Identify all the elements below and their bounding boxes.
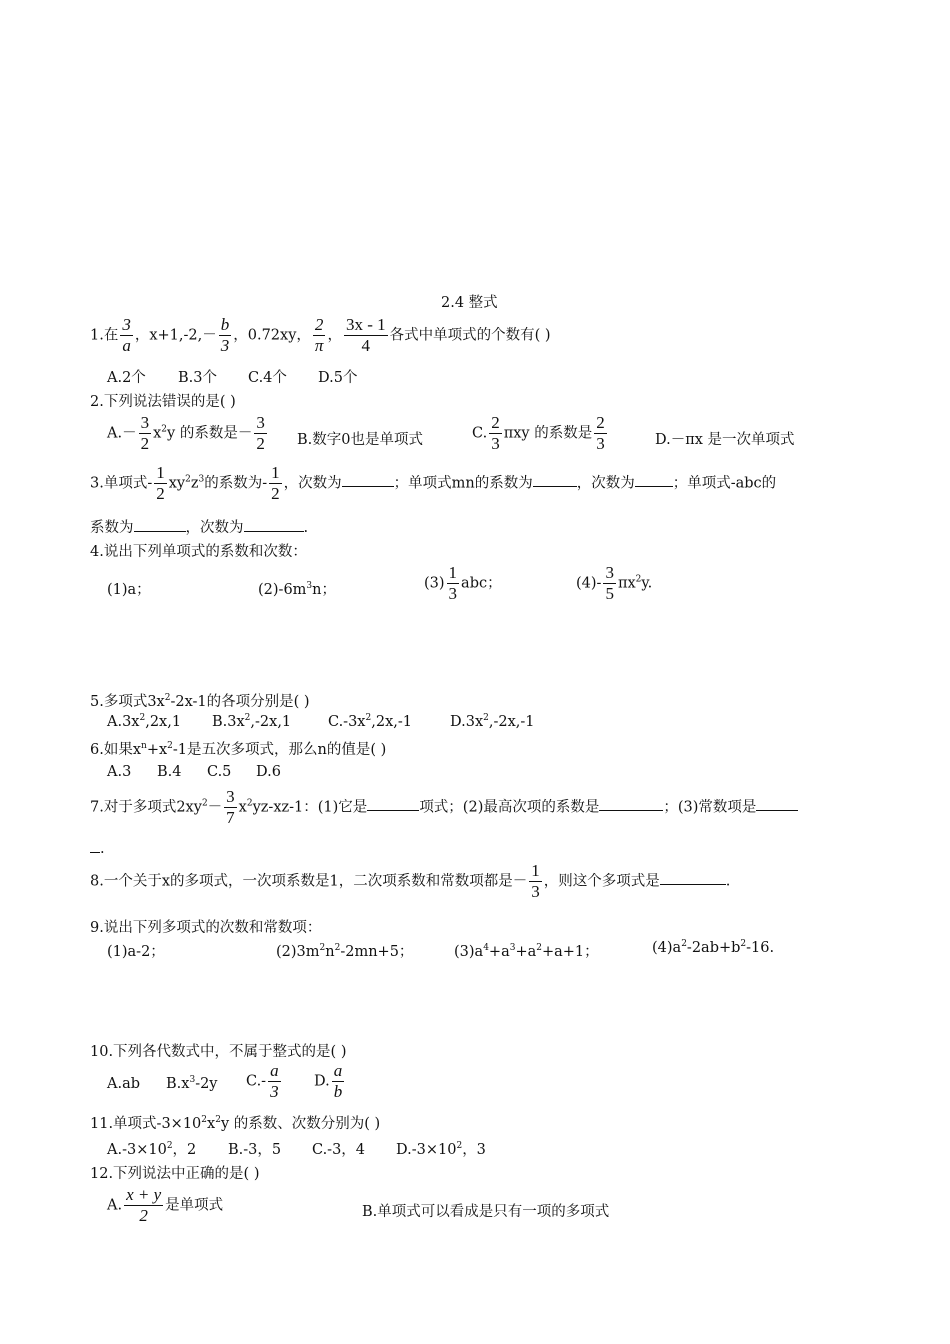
q9-item-1: (1)a-2； xyxy=(107,944,165,960)
answer-blank[interactable] xyxy=(367,798,419,811)
q5-option-b: $B.3x^2,-2x,1$ xyxy=(212,713,292,730)
answer-blank[interactable] xyxy=(244,519,304,532)
q10-option-a: A.ab xyxy=(107,1076,141,1092)
q9-item-3: $(3)a^4+a^3+a^2+a+1$； xyxy=(454,943,599,960)
question-3-line-2: 系数为 ，次数为 . xyxy=(90,520,309,536)
q9-item-2: $(2)3m^2n^2-2mn+5$； xyxy=(276,943,414,960)
q10-option-d: D. $\frac{a}{b}$ xyxy=(314,1061,343,1101)
q10-option-c: C.- $\frac{a}{3}$ xyxy=(246,1061,279,1101)
answer-blank[interactable] xyxy=(533,474,577,487)
answer-blank[interactable] xyxy=(90,840,100,853)
q2-option-a: A.－ $\frac{3}{2}$ $x^2y$ 的系数是－ $\frac{3}{2}$ xyxy=(107,413,265,453)
q10-option-b: $B.x^3-2y$ xyxy=(166,1075,218,1092)
fraction-3-over-a: $\frac{3}{a}$ xyxy=(122,315,131,355)
q11-option-b: B.-3，5 xyxy=(228,1142,282,1158)
page-title: 2.4 整式 xyxy=(441,295,498,311)
q4-item-1: (1)a； xyxy=(107,582,151,598)
answer-blank[interactable] xyxy=(134,519,186,532)
question-11-stem: 11.单项式$-3\times 10^2x^2y$ 的系数、次数分别为( ) xyxy=(90,1115,381,1132)
q6-option-c: C.5 xyxy=(207,764,232,780)
q5-option-d: $D.3x^2,-2x,-1$ xyxy=(450,713,535,730)
fraction-b-over-3: $\frac{b}{3}$ xyxy=(220,315,230,355)
question-7-line-1: 7.对于多项式$2xy^2-$ $\frac{3}{7}$ $x^2yz-xz-1$：(1)它是 项式；(2)最高次项的系数是 ；(3)常数项是 xyxy=(90,788,798,827)
q12-option-b: B.单项式可以看成是只有一项的多项式 xyxy=(362,1204,610,1220)
question-4-stem: 4.说出下列单项式的系数和次数： xyxy=(90,544,307,560)
answer-blank[interactable] xyxy=(660,872,726,885)
q2-option-c: C. $\frac{2}{3}$ πxy 的系数是 $\frac{2}{3}$ xyxy=(472,413,605,453)
question-6-stem: 6.如果$x^n+x^2-1$是五次多项式，那么n的值是( ) xyxy=(90,741,387,758)
q1-option-b: B.3个 xyxy=(178,370,217,386)
q4-item-3: (3) $\frac{1}{3}$ abc； xyxy=(424,563,502,603)
q1-option-c: C.4个 xyxy=(248,370,287,386)
q1-option-a: A.2个 xyxy=(107,370,146,386)
answer-blank[interactable] xyxy=(342,474,394,487)
question-2-stem: 2.下列说法错误的是( ) xyxy=(90,394,236,410)
question-10-stem: 10.下列各代数式中，不属于整式的是( ) xyxy=(90,1044,347,1060)
q5-option-a: $A.3x^2,2x,1$ xyxy=(107,713,182,730)
q6-option-d: D.6 xyxy=(256,764,281,780)
q11-option-c: C.-3，4 xyxy=(312,1142,366,1158)
fraction-3x-1-over-4: $\frac{3x - 1}{4}$ xyxy=(345,315,386,355)
q2-option-d: D.－πx 是一次单项式 xyxy=(655,432,795,448)
answer-blank[interactable] xyxy=(756,798,798,811)
question-7-line-2: . xyxy=(90,840,105,857)
q11-option-a: $A.-3\times 10^2$，2 xyxy=(107,1141,197,1158)
answer-blank[interactable] xyxy=(635,474,673,487)
answer-blank[interactable] xyxy=(599,798,663,811)
q1-option-d: D.5个 xyxy=(318,370,358,386)
question-12-stem: 12.下列说法中正确的是( ) xyxy=(90,1166,260,1182)
q6-option-a: A.3 xyxy=(107,764,132,780)
q9-item-4: $(4)a^2-2ab+b^2-16$. xyxy=(652,939,775,956)
question-9-stem: 9.说出下列多项式的次数和常数项： xyxy=(90,920,322,936)
q6-option-b: B.4 xyxy=(157,764,182,780)
q2-option-b: B.数字0也是单项式 xyxy=(297,432,423,448)
fraction-2-over-pi: $\frac{2}{\pi}$ xyxy=(314,315,324,355)
question-8: 8.一个关于x的多项式，一次项系数是1，二次项系数和常数项都是－ $\frac{1}{3}$ ，则这个多项式是 . xyxy=(90,861,731,901)
q4-item-4: (4)- $\frac{3}{5}$ $\pi x^2y$. xyxy=(576,563,653,603)
question-3-line-1: 3.单项式- $\frac{1}{2}$ $xy^2z^3$的系数为- $\frac{1}{2}$ ，次数为 ；单项式mn的系数为 ，次数为 ；单项式-abc的 xyxy=(90,463,777,503)
question-1: 1.在 $\frac{3}{a}$ ，x+1,-2,－ $\frac{b}{3}$ ，0.72xy， $\frac{2}{\pi}$ ， $\frac{3x - 1}{4}$ 各式中单项式的个数有( ) xyxy=(90,315,551,355)
q5-option-c: $C.-3x^2,2x,-1$ xyxy=(328,713,412,730)
q12-option-a: A. $\frac{x + y}{2}$ 是单项式 xyxy=(107,1185,224,1225)
q4-item-2: $(2)-6m^3n$； xyxy=(258,581,336,598)
q11-option-d: $D.-3\times 10^2$，3 xyxy=(396,1141,486,1158)
question-5-stem: 5.多项式$3x^2-2x-1$的各项分别是( ) xyxy=(90,693,310,710)
